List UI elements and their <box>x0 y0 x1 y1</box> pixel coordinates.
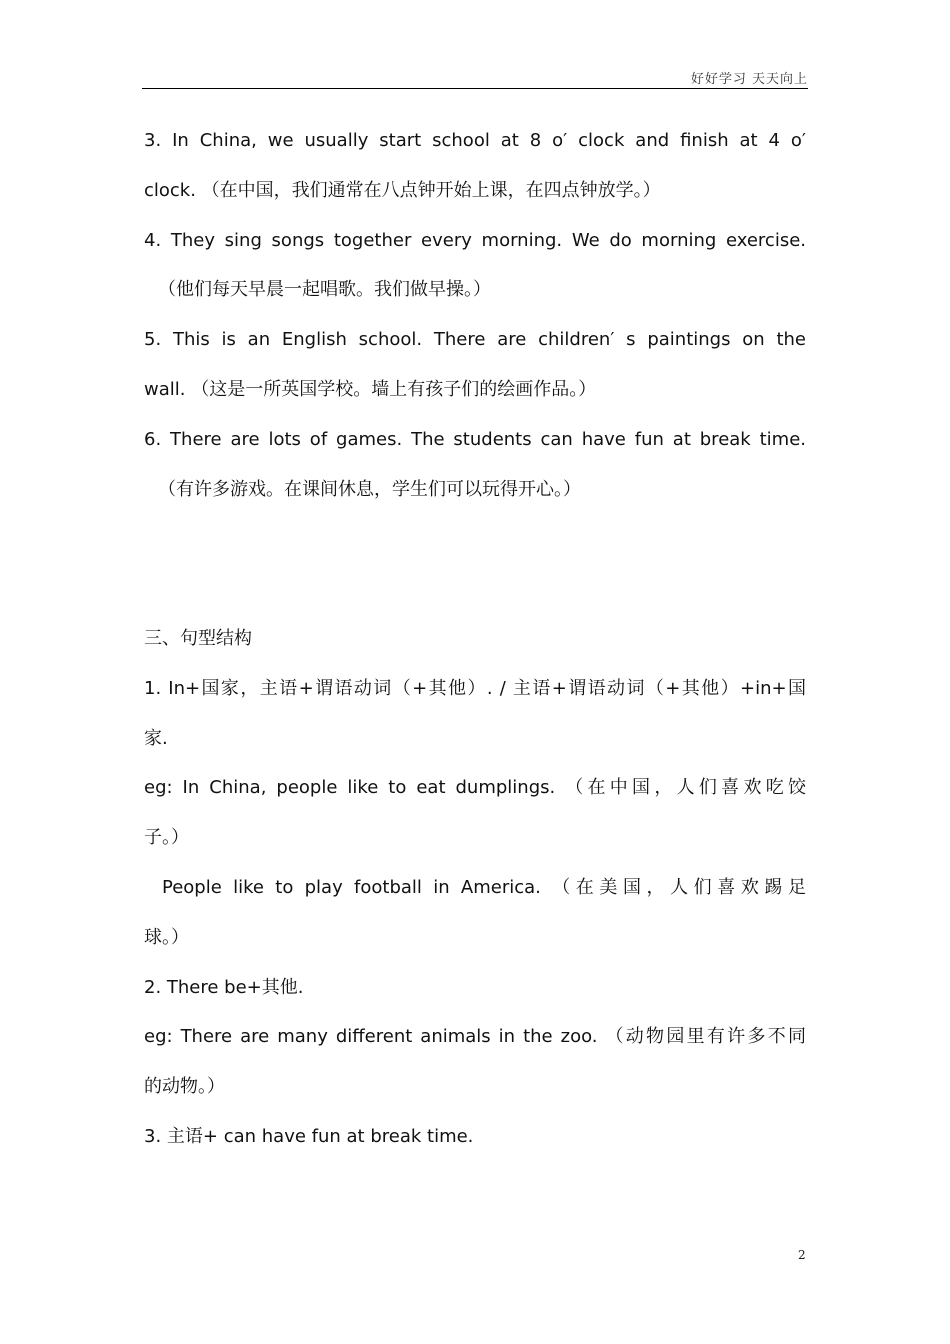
sentence-6-line-1: 6. There are lots of games. The students can have fun at break time. <box>144 428 806 450</box>
sentence-4-line-1: 4. They sing songs together every morning. We do morning exercise. <box>144 229 806 251</box>
page-header: 好好学习 天天向上 <box>690 72 808 87</box>
example-1-line-2: 子。） <box>144 827 189 849</box>
example-3-line-1: eg: There are many different animals in the zoo. （动物园里有许多不同 <box>144 1026 806 1048</box>
sentence-3-line-2: clock. （在中国，我们通常在八点钟开始上课，在四点钟放学。） <box>144 179 661 201</box>
example-2-line-2: 球。） <box>144 926 189 948</box>
sentence-6-line-2: （有许多游戏。在课间休息，学生们可以玩得开心。） <box>158 478 581 500</box>
structure-1-line-1: 1. In+国家，主语+谓语动词（+其他）. / 主语+谓语动词（+其他）+in+国 <box>144 677 806 699</box>
sentence-3-line-1: 3. In China, we usually start school at 8 o′ clock and finish at 4 o′ <box>144 130 806 151</box>
sentence-5-line-1: 5. This is an English school. There are children′ s paintings on the <box>144 329 806 351</box>
header-divider <box>142 88 808 89</box>
structure-1-line-2: 家. <box>144 727 168 749</box>
blank-line <box>144 514 806 564</box>
structure-3: 3. 主语+ can have fun at break time. <box>144 1125 474 1147</box>
document-body <box>144 116 806 1162</box>
sentence-5-line-2: wall. （这是一所英国学校。墙上有孩子们的绘画作品。） <box>144 378 597 400</box>
example-3-line-2: 的动物。） <box>144 1076 225 1098</box>
blank-line <box>144 564 806 614</box>
section-heading: 三、句型结构 <box>144 627 252 649</box>
example-1-line-1: eg: In China, people like to eat dumplings. （在中国，人们喜欢吃饺 <box>144 777 806 799</box>
page-number: 2 <box>798 1248 806 1262</box>
sentence-4-line-2: （他们每天早晨一起唱歌。我们做早操。） <box>158 279 491 301</box>
example-2-line-1: People like to play football in America. （在美国，人们喜欢踢足 <box>162 876 806 898</box>
structure-2: 2. There be+其他. <box>144 976 304 998</box>
